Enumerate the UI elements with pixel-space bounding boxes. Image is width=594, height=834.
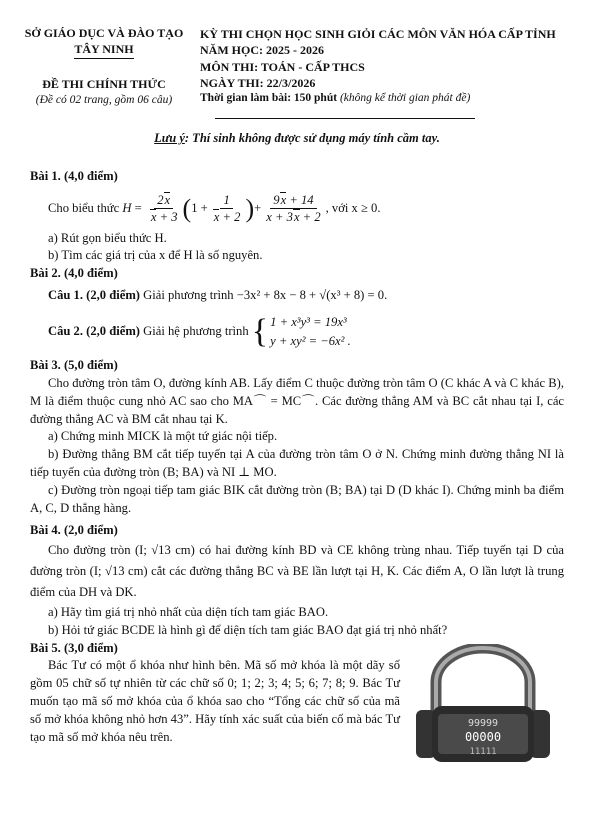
padlock-image	[408, 644, 558, 764]
header-right	[200, 26, 590, 107]
bai1-expression: Cho biểu thức H = $\frac{2x}{x + 3}$ ( 1 + $\frac{1}{x + 2}$ ) + $\frac{9x + 14}{x + 3x + 2}$ , với x ≥ 0.	[48, 192, 381, 225]
header-divider	[215, 118, 475, 119]
bai3-title: Bài 3. (5,0 điểm)	[30, 357, 118, 372]
bai3-a: a) Chứng minh MICK là một tứ giác nội tiếp.	[48, 429, 278, 444]
duration: Thời gian làm bài: 150 phút (không kể thời gian phát đề)	[200, 92, 471, 105]
subject: MÔN THI: TOÁN - CẤP THCS	[200, 59, 365, 74]
bai4-b: b) Hỏi tứ giác BCDE là hình gì để diện tích tam giác BAO đạt giá trị nhỏ nhất?	[48, 622, 448, 637]
bai2-title: Bài 2. (4,0 điểm)	[30, 266, 118, 281]
lock-digits-bottom: 11111	[469, 746, 497, 757]
exam-content	[30, 168, 564, 757]
header-left	[14, 26, 194, 108]
org-name: SỞ GIÁO DỤC VÀ ĐÀO TẠO	[24, 26, 184, 40]
bai2-cau1: Câu 1. (2,0 điểm) Giải phương trình −3x² + 8x − 8 + √(x³ + 8) = 0.	[48, 288, 388, 303]
bai4-intro: Cho đường tròn (I; √13 cm) có hai đường kính BD và CE không trùng nhau. Tiếp tuyến tại D của đường tròn (I; √13 cm) cắt các đường thẳng BC và BE lần lượt tại H, K. Các điểm A, O lần lượt là trung điểm của DH và DK.	[30, 542, 564, 600]
bai5-text: Bác Tư có một ổ khóa như hình bên. Mã số mở khóa là một dãy số gồm 05 chữ số tự nhiên từ các chữ số 0; 1; 2; 3; 4; 5; 6; 7; 8; 9. Bác Tư muốn tạo mã số mở khóa của ổ khóa sao cho “Tổng các chữ số của mã số mở khóa không nhỏ hơn 43”. Hãy tính xác suất của biến cố mà bác Tư tạo mã số mở khóa nêu trên.	[30, 658, 401, 744]
bai1-title: Bài 1. (4,0 điểm)	[30, 169, 118, 183]
school-year: NĂM HỌC: 2025 - 2026	[200, 43, 324, 58]
lock-digits-middle: 00000	[464, 729, 502, 744]
bai1-a: a) Rút gọn biểu thức H.	[48, 230, 167, 245]
exam-date: NGÀY THI: 22/3/2026	[200, 75, 316, 90]
official-label: ĐỀ THI CHÍNH THỨC	[42, 77, 166, 92]
bai3-intro: Cho đường tròn tâm O, đường kính AB. Lấy điểm C thuộc đường tròn tâm O (C khác A và C khác B), M là điểm thuộc cung nhỏ AC sao cho MA⌒ = MC⌒. Các đường thẳng AM và BC cắt nhau tại I, các đường thẳng AC và BM cắt nhau tại K.	[30, 375, 564, 426]
exam-title: KỲ THI CHỌN HỌC SINH GIỎI CÁC MÔN VĂN HÓA CẤP TỈNH	[200, 27, 556, 41]
bai4-a: a) Hãy tìm giá trị nhỏ nhất của diện tích tam giác BAO.	[48, 604, 329, 619]
bai4-title: Bài 4. (2,0 điểm)	[30, 522, 118, 537]
bai1-b: b) Tìm các giá trị của x để H là số nguyên.	[48, 248, 263, 263]
lock-digits-top: 99999	[467, 717, 499, 729]
pages-note: (Đề có 02 trang, gồm 06 câu)	[35, 93, 173, 106]
bai5-block	[30, 640, 564, 757]
bai5-title: Bài 5. (3,0 điểm)	[30, 640, 118, 655]
equation-system: { 1 + x³y³ = 19x³ y + xy² = −6x² .	[251, 312, 351, 350]
bai2-cau2: Câu 2. (2,0 điểm) Giải hệ phương trình { 1 + x³y³ = 19x³ y + xy² = −6x² .	[48, 312, 351, 350]
province-name: TÂY NINH	[74, 42, 133, 60]
bai3-c: c) Đường tròn ngoại tiếp tam giác BIK cắt đường tròn (B; BA) tại D (D khác I). Chứng minh ba điểm A, C, D thẳng hàng.	[30, 483, 564, 515]
notice: Lưu ý: Thí sinh không được sử dụng máy tính cầm tay.	[154, 131, 440, 145]
bai3-b: b) Đường thẳng BM cắt tiếp tuyến tại A của đường tròn tâm O ở N. Chứng minh đường thẳng NI là tiếp tuyến của đường tròn (B; BA) và NI ⊥ MO.	[30, 447, 564, 480]
